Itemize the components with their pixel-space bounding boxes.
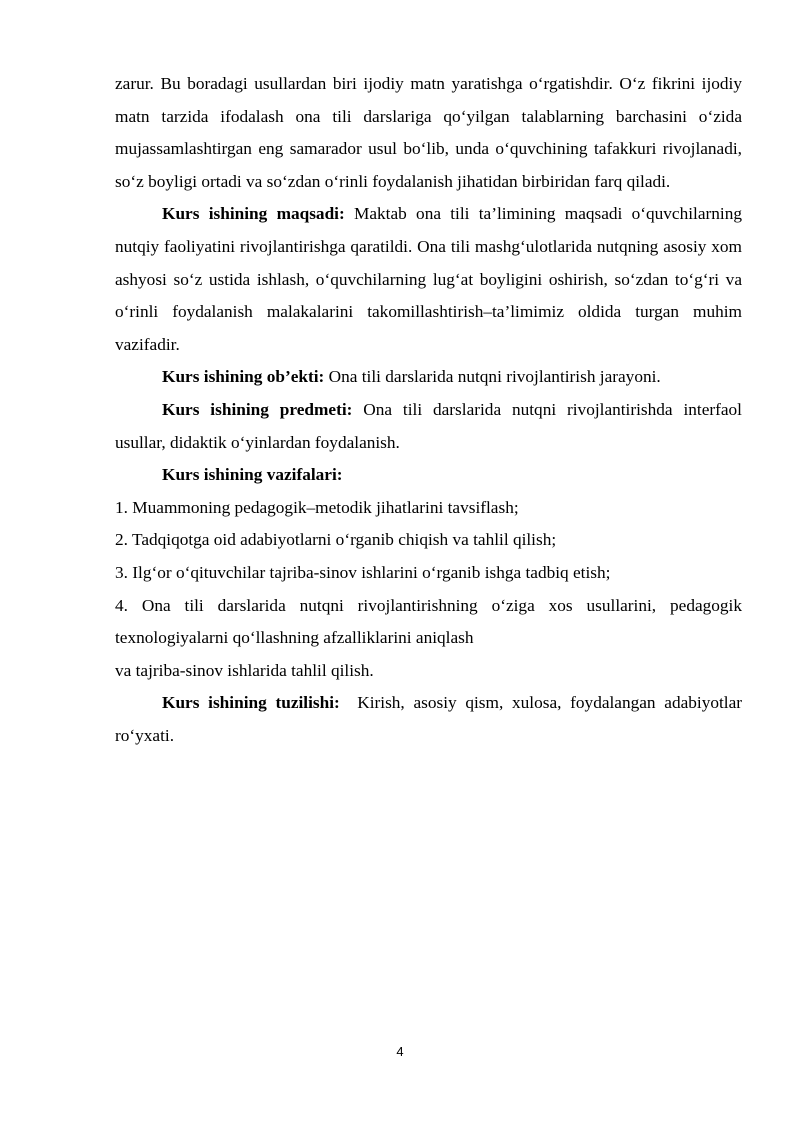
page-number: 4: [396, 1044, 404, 1059]
task-item-2: 2. Tadqiqotga oid adabiyotlarni o‘rganib chiqish va tahlil qilish;: [115, 530, 557, 550]
object-label: Kurs ishining ob’ekti:: [162, 367, 325, 387]
subject-text: Ona tili darslarida nutqni rivojlantirishda interfaol usullar, didaktik o‘yinlardan foydalanish.: [115, 399, 742, 452]
task-item-4-continuation: va tajriba-sinov ishlarida tahlil qilish.: [115, 660, 374, 680]
task-item-1: 1. Muammoning pedagogik–metodik jihatlarini tavsiflash;: [115, 497, 519, 517]
object-paragraph: [115, 361, 742, 394]
goal-paragraph: [115, 198, 742, 361]
object-text: Ona tili darslarida nutqni rivojlantirish jarayoni.: [324, 367, 661, 387]
task-item-4: 4. Ona tili darslarida nutqni rivojlantirishning o‘ziga xos usullarini, pedagogik texnologiyalarni qo‘llashning afzalliklarini aniqlash: [115, 595, 742, 648]
subject-label: Kurs ishining predmeti:: [162, 399, 353, 419]
goal-label: Kurs ishining maqsadi:: [162, 204, 345, 224]
structure-label: Kurs ishining tuzilishi:: [162, 693, 340, 713]
tasks-label: Kurs ishining vazifalari:: [162, 465, 343, 485]
goal-text: Maktab ona tili ta’limining maqsadi o‘quvchilarning nutqiy faoliyatini rivojlantirishga qaratildi. Ona tili mashg‘ulotlarida nutqning asosiy xom ashyosi so‘z ustida ishlash, o‘quvchilarning lug‘at boyligini oshirish, so‘zdan to‘g‘ri va o‘rinli foydalanish malakalarini takomillashtirish–ta’limimiz oldida turgan muhim vazifadir.: [115, 204, 742, 354]
structure-text: Kirish, asosiy qism, xulosa, foydalangan adabiyotlar ro‘yxati.: [115, 693, 747, 745]
structure-paragraph: [115, 687, 747, 752]
document-page: [115, 68, 747, 752]
intro-paragraph: zarur. Bu boradagi usullardan biri ijodiy matn yaratishga o‘rgatishdir. O‘z fikrini ijodiy matn tarzida ifodalash ona tili darslariga qo‘yilgan talablarning barchasini o‘zida mujassamlashtirgan eng samarador usul bo‘lib, unda o‘quvchining tafakkuri rivojlanadi, so‘z boyligi ortadi va so‘zdan o‘rinli foydalanish jihatidan birbiridan farq qiladi.: [115, 74, 742, 191]
subject-paragraph: [115, 394, 742, 459]
tasks-heading-paragraph: [115, 459, 742, 492]
task-item-3: 3. Ilg‘or o‘qituvchilar tajriba-sinov ishlarini o‘rganib ishga tadbiq etish;: [115, 562, 611, 582]
